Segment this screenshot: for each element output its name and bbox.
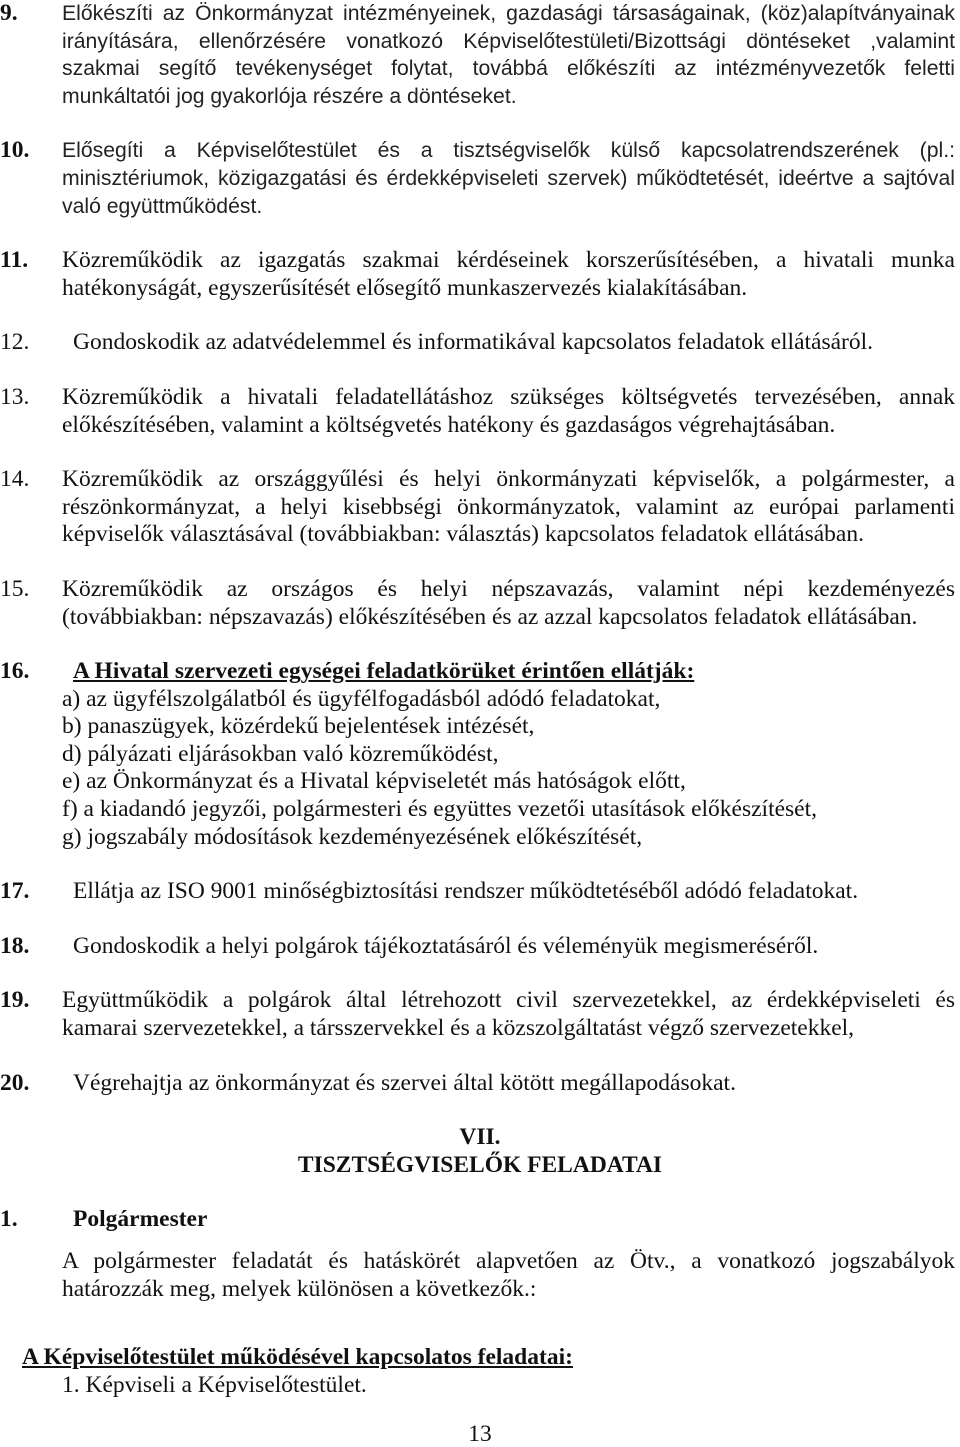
item-text [62, 247, 955, 302]
item-text [62, 987, 955, 1042]
text-line: Gondoskodik a helyi polgárok tájékoztatásáról és véleményük megismeréséről. [73, 932, 819, 959]
section-number: VII. [459, 1124, 501, 1151]
text-line: kamarai szervezetekkel, a társszervekkel és a közszolgáltatást végző szervezetekkel, [62, 1015, 855, 1042]
item-text [62, 384, 955, 439]
sub-item: d) pályázati eljárásokban való közreműködést, [62, 740, 499, 767]
item-number: 10. [0, 137, 30, 164]
item-text [62, 466, 955, 549]
item-number: 20. [0, 1069, 30, 1096]
text-line: hatékonyságát, egyszerűsítését elősegítő munkaszervezés kialakításában. [62, 274, 748, 301]
item-text [73, 1070, 955, 1098]
text-line: minisztériumok, közigazgatási és érdekképviseleti szervek) működtetését, ideértve a sajtóval [62, 166, 955, 190]
item-number: 11. [0, 247, 29, 274]
item-number: 18. [0, 932, 30, 959]
item-heading [62, 658, 955, 686]
text-line: Közreműködik az igazgatás szakmai kérdéseinek korszerűsítésében, a hivatali munka [62, 247, 955, 274]
list-item-14 [0, 466, 960, 549]
page-number: 13 [468, 1421, 492, 1447]
group-heading [22, 1344, 960, 1372]
text-line: való együttműködést. [62, 194, 263, 218]
text-line: részönkormányzat, a helyi kisebbségi önkormányzatok, valamint az európai parlamenti [62, 493, 955, 520]
item-number: 9. [0, 0, 18, 26]
text-line: Gondoskodik az adatvédelemmel és informatikával kapcsolatos feladatok ellátásáról. [73, 329, 874, 356]
list-item-19 [0, 987, 960, 1042]
item-number: 12. [0, 329, 30, 356]
item-heading-text: A Hivatal szervezeti egységei feladatkörüket érintően ellátják: [73, 658, 695, 685]
text-line: Elősegíti a Képviselőtestület és a tisztségviselők külső kapcsolatrendszerének (pl.: [62, 139, 955, 163]
item-number: 13. [0, 383, 30, 410]
item-number: 14. [0, 466, 30, 493]
list-item-9 [0, 0, 960, 110]
text-line: (továbbiakban: népszavazás) előkészítésében és az azzal kapcsolatos feladatok ellátásában. [62, 603, 918, 630]
list-item-20 [0, 1070, 960, 1098]
item-text [62, 576, 955, 631]
text-line: Együttműködik a polgárok által létrehozott civil szervezetekkel, az érdekképviseleti és [62, 987, 955, 1014]
item-text [73, 933, 955, 961]
item-number: 15. [0, 575, 30, 602]
list-item-13 [0, 384, 960, 439]
text-line: Közreműködik az országgyűlési és helyi önkormányzati képviselők, a polgármester, a [62, 466, 955, 493]
section-title: TISZTSÉGVISELŐK FELADATAI [297, 1151, 663, 1178]
text-line: előkészítésében, valamint a költségvetés hatékony és gazdaságos végrehajtásában. [62, 411, 836, 438]
item-text [73, 878, 955, 906]
item-text [62, 0, 955, 110]
task-item: 1. Képviseli a Képviselőtestület. [62, 1371, 367, 1398]
text-line: szakmai segítő tevékenységet folytat, továbbá előkészíti az intézményvezetők feletti [62, 57, 955, 81]
text-line: képviselők választásával (továbbiakban: választás) kapcsolatos feladatok ellátásában. [62, 521, 864, 548]
sub-item: a) az ügyfélszolgálatból és ügyfélfogadásból adódó feladatokat, [62, 685, 661, 712]
text-line: határozzák meg, melyek különösen a következők.: [62, 1275, 537, 1302]
list-item-11 [0, 247, 960, 302]
subsection-number: 1. [0, 1206, 18, 1233]
item-text [73, 329, 955, 357]
list-item-18 [0, 933, 960, 961]
item-number: 16. [0, 658, 30, 685]
text-line: irányítására, ellenőrzésére vonatkozó Képviselőtestületi/Bizottsági döntéseket ,valamint [62, 29, 955, 53]
sub-item: f) a kiadandó jegyzői, polgármesteri és együttes vezetői utasítások előkészítését, [62, 796, 818, 823]
sub-item: b) panaszügyek, közérdekű bejelentések intézését, [62, 713, 535, 740]
list-item-17 [0, 878, 960, 906]
sub-item: g) jogszabály módosítások kezdeményezésének előkészítését, [62, 823, 643, 850]
item-text [62, 658, 955, 851]
text-line: Ellátja az ISO 9001 minőségbiztosítási rendszer működtetéséből adódó feladatokat. [73, 878, 859, 905]
subsection-title: Polgármester [73, 1206, 208, 1233]
list-item-16 [0, 658, 960, 851]
item-number: 19. [0, 987, 30, 1014]
text-line: munkáltatói jog gyakorlója részére a döntéseket. [62, 84, 517, 108]
text-line: A polgármester feladatát és hatáskörét alapvetően az Ötv., a vonatkozó jogszabályok [62, 1248, 955, 1274]
item-number: 17. [0, 878, 30, 905]
text-line: Előkészíti az Önkormányzat intézményeinek, gazdasági társaságainak, (köz)alapítványainak [62, 2, 955, 25]
subsection-heading [0, 1206, 960, 1234]
list-item-10 [0, 137, 960, 220]
sub-item: e) az Önkormányzat és a Hivatal képviseletét más hatóságok előtt, [62, 768, 686, 795]
item-text [62, 137, 955, 220]
text-line: Közreműködik az országos és helyi népszavazás, valamint népi kezdeményezés [62, 575, 955, 602]
group-heading-text: A Képviselőtestület működésével kapcsolatos feladatai: [22, 1344, 573, 1371]
subsection-intro [62, 1248, 955, 1303]
text-line: Közreműködik a hivatali feladatellátáshoz szükséges költségvetés tervezésében, annak [62, 383, 955, 410]
list-item-15 [0, 576, 960, 631]
text-line: Végrehajtja az önkormányzat és szervei által kötött megállapodásokat. [73, 1069, 736, 1096]
list-item-12 [0, 329, 960, 357]
